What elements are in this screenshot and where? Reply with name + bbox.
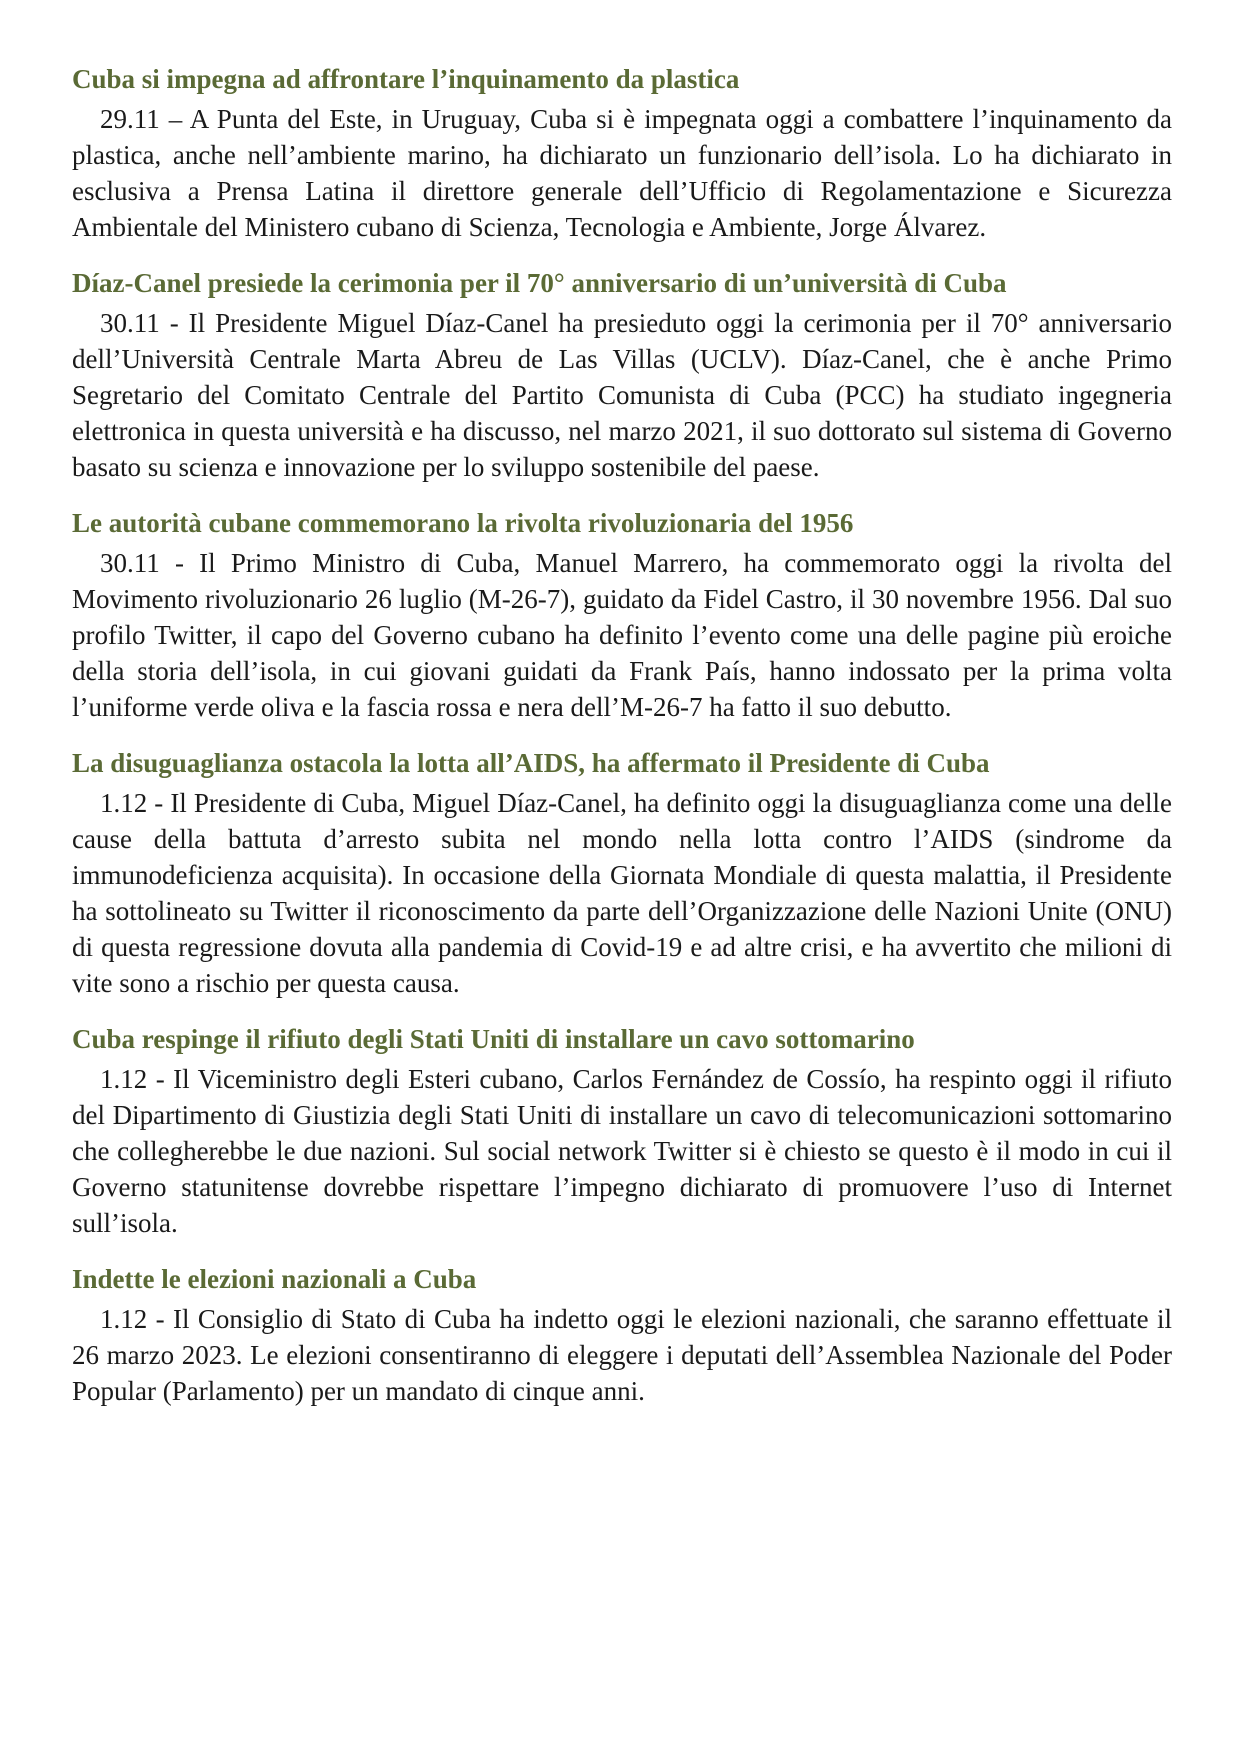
article-university-anniversary: [72, 264, 1172, 485]
article-headline: La disuguaglianza ostacola la lotta all’AIDS, ha affermato il Presidente di Cuba: [72, 748, 990, 778]
document-page: [72, 60, 1172, 1428]
article-headline: Le autorità cubane commemorano la rivolta rivoluzionaria del 1956: [72, 508, 854, 538]
article-body: 30.11 - Il Primo Ministro di Cuba, Manuel Marrero, ha commemorato oggi la rivolta del Movimento rivoluzionario 26 luglio (M-26-7), guidato da Fidel Castro, il 30 novembre 1956. Dal suo profilo Twitter, il capo del Governo cubano ha definito l’evento come una delle pagine più eroiche della storia dell’isola, in cui giovani guidati da Frank País, hanno indossato per la prima volta l’uniforme verde oliva e la fascia rossa e nera dell’M-26-7 ha fatto il suo debutto.: [72, 548, 1172, 722]
article-headline: Díaz-Canel presiede la cerimonia per il 70° anniversario di un’università di Cuba: [72, 268, 1007, 298]
article-body: 1.12 - Il Viceministro degli Esteri cubano, Carlos Fernández de Cossío, ha respinto oggi il rifiuto del Dipartimento di Giustizia degli Stati Uniti di installare un cavo di telecomunicazioni sottomarino che collegherebbe le due nazioni. Sul social network Twitter si è chiesto se questo è il modo in cui il Governo statunitense dovrebbe rispettare l’impegno dichiarato di promuovere l’uso di Internet sull’isola.: [72, 1064, 1172, 1238]
article-headline: Cuba respinge il rifiuto degli Stati Uniti di installare un cavo sottomarino: [72, 1024, 915, 1054]
article-plastic-pollution: [72, 60, 1172, 245]
article-body: 30.11 - Il Presidente Miguel Díaz-Canel ha presieduto oggi la cerimonia per il 70° anniversario dell’Università Centrale Marta Abreu de Las Villas (UCLV). Díaz-Canel, che è anche Primo Segretario del Comitato Centrale del Partito Comunista di Cuba (PCC) ha studiato ingegneria elettronica in questa università e ha discusso, nel marzo 2021, il suo dottorato sul sistema di Governo basato su scienza e innovazione per lo sviluppo sostenibile del paese.: [72, 308, 1172, 482]
article-body: 1.12 - Il Consiglio di Stato di Cuba ha indetto oggi le elezioni nazionali, che saranno effettuate il 26 marzo 2023. Le elezioni consentiranno di eleggere i deputati dell’Assemblea Nazionale del Poder Popular (Parlamento) per un mandato di cinque anni.: [72, 1304, 1172, 1406]
article-national-elections: [72, 1260, 1172, 1409]
article-body: 29.11 – A Punta del Este, in Uruguay, Cuba si è impegnata oggi a combattere l’inquinamento da plastica, anche nell’ambiente marino, ha dichiarato un funzionario dell’isola. Lo ha dichiarato in esclusiva a Prensa Latina il direttore generale dell’Ufficio di Regolamentazione e Sicurezza Ambientale del Ministero cubano di Scienza, Tecnologia e Ambiente, Jorge Álvarez.: [72, 104, 1172, 242]
article-headline: Cuba si impegna ad affrontare l’inquinamento da plastica: [72, 64, 740, 94]
article-aids-inequality: [72, 744, 1172, 1001]
article-submarine-cable: [72, 1020, 1172, 1241]
article-headline: Indette le elezioni nazionali a Cuba: [72, 1264, 477, 1294]
article-1956-uprising: [72, 504, 1172, 725]
article-body: 1.12 - Il Presidente di Cuba, Miguel Díaz-Canel, ha definito oggi la disuguaglianza come una delle cause della battuta d’arresto subita nel mondo nella lotta contro l’AIDS (sindrome da immunodeficienza acquisita). In occasione della Giornata Mondiale di questa malattia, il Presidente ha sottolineato su Twitter il riconoscimento da parte dell’Organizzazione delle Nazioni Unite (ONU) di questa regressione dovuta alla pandemia di Covid-19 e ad altre crisi, e ha avvertito che milioni di vite sono a rischio per questa causa.: [72, 788, 1172, 998]
